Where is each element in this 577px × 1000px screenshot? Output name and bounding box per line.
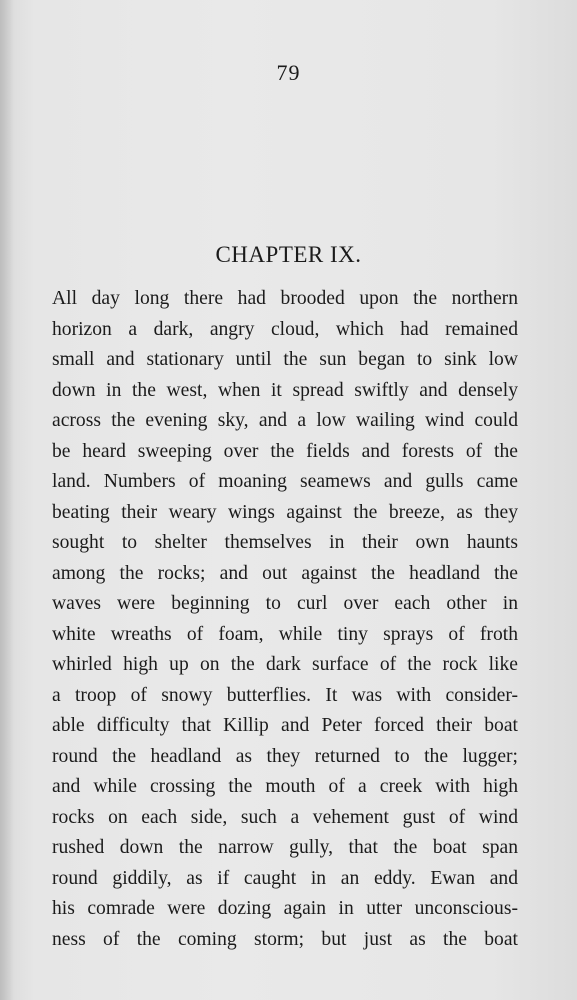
text-line-2: horizon a dark, angry cloud, which had remained — [52, 318, 518, 340]
text-line-17: and while crossing the mouth of a creek with high — [52, 776, 518, 797]
text-line-21: his comrade were dozing again in utter unconscious- — [52, 898, 518, 919]
text-line-11: waves were beginning to curl over each other in — [52, 593, 518, 614]
chapter-heading: CHAPTER IX. — [215, 242, 362, 267]
text-line-7: land. Numbers of moaning seamews and gulls came — [52, 471, 518, 492]
text-line-8: beating their weary wings against the breeze, as they — [52, 501, 518, 523]
text-line-3: small and stationary until the sun began to sink low — [52, 349, 518, 370]
page-number: 79 — [276, 60, 301, 85]
text-line-10: among the rocks; and out against the headland the — [52, 562, 518, 584]
text-line-20: round giddily, as if caught in an eddy. Ewan and — [52, 867, 518, 889]
text-line-14: a troop of snowy butterflies. It was with consider- — [52, 684, 518, 706]
text-line-15: able difficulty that Killip and Peter forced their boat — [52, 715, 518, 736]
text-line-6: be heard sweeping over the fields and forests of the — [52, 440, 518, 462]
text-line-5: across the evening sky, and a low wailing wind could — [52, 410, 518, 431]
text-line-18: rocks on each side, such a vehement gust of wind — [52, 806, 518, 828]
text-line-13: whirled high up on the dark surface of the rock like — [52, 654, 518, 675]
text-line-9: sought to shelter themselves in their own haunts — [52, 532, 518, 553]
text-line-12: white wreaths of foam, while tiny sprays of froth — [52, 623, 518, 645]
text-line-19: rushed down the narrow gully, that the boat span — [52, 837, 518, 858]
text-line-4: down in the west, when it spread swiftly and densely — [52, 379, 518, 401]
text-line-16: round the headland as they returned to the lugger; — [52, 745, 518, 767]
spine-shadow — [0, 0, 14, 1000]
text-line-1: All day long there had brooded upon the northern — [52, 288, 518, 309]
text-line-22: ness of the coming storm; but just as the boat — [52, 928, 518, 950]
